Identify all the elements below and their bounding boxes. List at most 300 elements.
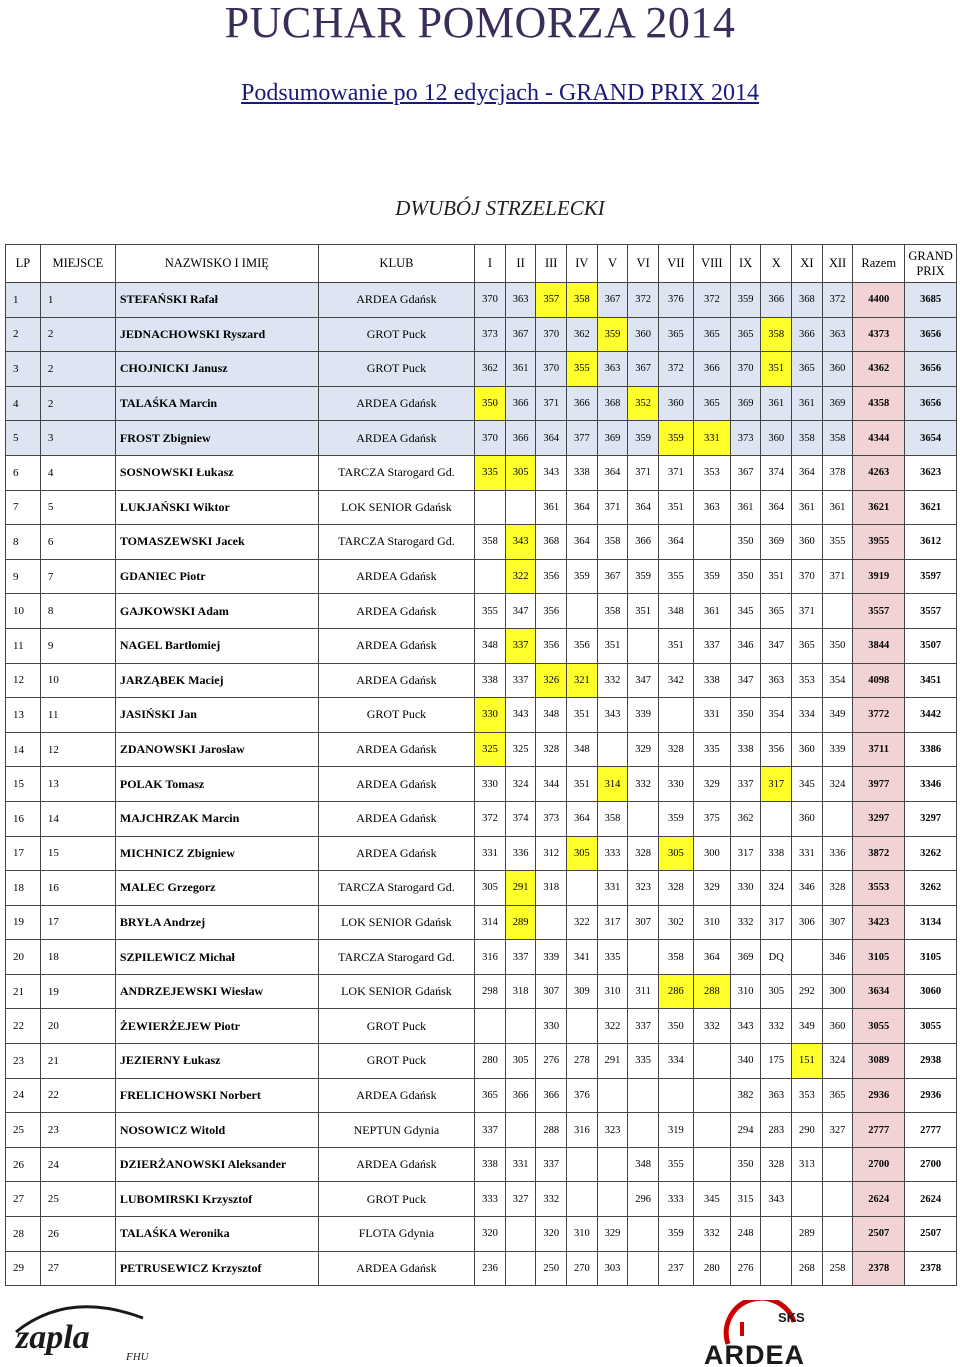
score-cell: 366 (693, 352, 730, 387)
total-cell: 2624 (853, 1182, 905, 1217)
name-cell: TALAŚKA Weronika (115, 1217, 318, 1252)
score-cell: 371 (597, 490, 628, 525)
grand-prix-cell: 2936 (905, 1078, 957, 1113)
score-cell (822, 1217, 853, 1252)
score-cell: 320 (536, 1217, 567, 1252)
score-cell: 364 (792, 455, 823, 490)
grand-prix-cell: 3055 (905, 1009, 957, 1044)
club-cell: TARCZA Starogard Gd. (318, 940, 474, 975)
table-row (6, 1182, 957, 1217)
lp-cell: 14 (6, 732, 41, 767)
score-cell: 367 (730, 455, 761, 490)
place-cell: 8 (40, 594, 115, 629)
score-cell (792, 1182, 823, 1217)
score-cell: 338 (730, 732, 761, 767)
score-cell: 338 (567, 455, 598, 490)
place-cell: 26 (40, 1217, 115, 1252)
total-cell: 4263 (853, 455, 905, 490)
score-cell: 364 (567, 490, 598, 525)
score-cell: 355 (658, 1147, 693, 1182)
score-cell: 369 (730, 386, 761, 421)
score-cell: 258 (822, 1251, 853, 1286)
score-cell (693, 525, 730, 560)
score-cell: 364 (597, 455, 628, 490)
score-cell: 276 (536, 1044, 567, 1079)
score-cell: 236 (475, 1251, 506, 1286)
score-cell (628, 628, 659, 663)
lp-cell: 22 (6, 1009, 41, 1044)
grand-prix-cell: 3060 (905, 974, 957, 1009)
score-cell (475, 1009, 506, 1044)
score-cell: 350 (730, 1147, 761, 1182)
score-cell (597, 1182, 628, 1217)
total-cell: 3105 (853, 940, 905, 975)
score-cell: 370 (475, 283, 506, 318)
score-cell: 351 (567, 767, 598, 802)
score-cell: 306 (792, 905, 823, 940)
score-cell: 351 (567, 698, 598, 733)
grand-prix-cell: 3105 (905, 940, 957, 975)
score-cell: 366 (505, 386, 536, 421)
score-cell: 328 (536, 732, 567, 767)
score-cell: 346 (822, 940, 853, 975)
name-cell: ZDANOWSKI Jarosław (115, 732, 318, 767)
total-cell: 2507 (853, 1217, 905, 1252)
score-cell: 370 (536, 352, 567, 387)
score-cell: 343 (730, 1009, 761, 1044)
club-cell: ARDEA Gdańsk (318, 628, 474, 663)
score-cell: 369 (822, 386, 853, 421)
score-cell: 323 (628, 871, 659, 906)
score-cell: 332 (693, 1217, 730, 1252)
score-cell: 361 (693, 594, 730, 629)
score-cell: 364 (628, 490, 659, 525)
score-cell: 363 (761, 1078, 792, 1113)
score-cell: 362 (475, 352, 506, 387)
score-cell: 358 (567, 283, 598, 318)
name-cell: MALEC Grzegorz (115, 871, 318, 906)
score-cell: 329 (693, 767, 730, 802)
table-row (6, 1113, 957, 1148)
score-cell: 332 (628, 767, 659, 802)
name-cell: JEZIERNY Łukasz (115, 1044, 318, 1079)
score-cell: 332 (730, 905, 761, 940)
score-cell: 300 (822, 974, 853, 1009)
total-cell: 3297 (853, 801, 905, 836)
score-cell: 359 (567, 559, 598, 594)
column-header: XII (822, 245, 853, 283)
score-cell: 359 (628, 421, 659, 456)
grand-prix-cell: 2624 (905, 1182, 957, 1217)
score-cell: 359 (658, 801, 693, 836)
score-cell: 327 (505, 1182, 536, 1217)
total-cell: 3089 (853, 1044, 905, 1079)
name-cell: NOSOWICZ Witold (115, 1113, 318, 1148)
score-cell: 333 (597, 836, 628, 871)
lp-cell: 26 (6, 1147, 41, 1182)
name-cell: FRELICHOWSKI Norbert (115, 1078, 318, 1113)
score-cell (822, 801, 853, 836)
name-cell: MAJCHRZAK Marcin (115, 801, 318, 836)
score-cell (597, 1078, 628, 1113)
score-cell: 363 (693, 490, 730, 525)
score-cell: 328 (761, 1147, 792, 1182)
score-cell: 280 (693, 1251, 730, 1286)
score-cell: 367 (628, 352, 659, 387)
total-cell: 4373 (853, 317, 905, 352)
column-header: X (761, 245, 792, 283)
score-cell: 363 (822, 317, 853, 352)
score-cell: 358 (597, 801, 628, 836)
score-cell: 360 (822, 1009, 853, 1044)
total-cell: 2700 (853, 1147, 905, 1182)
score-cell (505, 490, 536, 525)
score-cell: 327 (822, 1113, 853, 1148)
score-cell: 237 (658, 1251, 693, 1286)
name-cell: TALAŚKA Marcin (115, 386, 318, 421)
lp-cell: 3 (6, 352, 41, 387)
grand-prix-cell: 2777 (905, 1113, 957, 1148)
score-cell: 278 (567, 1044, 598, 1079)
column-header: IV (567, 245, 598, 283)
score-cell: 333 (475, 1182, 506, 1217)
table-row (6, 490, 957, 525)
column-header: GRAND PRIX (905, 245, 957, 283)
score-cell: 365 (475, 1078, 506, 1113)
table-row (6, 767, 957, 802)
score-cell: 372 (658, 352, 693, 387)
score-cell: 361 (505, 352, 536, 387)
score-cell: 332 (693, 1009, 730, 1044)
column-header: LP (6, 245, 41, 283)
column-header: XI (792, 245, 823, 283)
table-row (6, 352, 957, 387)
score-cell: 332 (597, 663, 628, 698)
name-cell: GDANIEC Piotr (115, 559, 318, 594)
score-cell: 358 (792, 421, 823, 456)
lp-cell: 18 (6, 871, 41, 906)
score-cell: 337 (730, 767, 761, 802)
score-cell: 312 (536, 836, 567, 871)
score-cell: 290 (792, 1113, 823, 1148)
score-cell: 369 (761, 525, 792, 560)
column-header: I (475, 245, 506, 283)
score-cell: 361 (792, 490, 823, 525)
club-cell: ARDEA Gdańsk (318, 1147, 474, 1182)
place-cell: 11 (40, 698, 115, 733)
score-cell (628, 1113, 659, 1148)
score-cell: 362 (567, 317, 598, 352)
score-cell: 268 (792, 1251, 823, 1286)
total-cell: 3553 (853, 871, 905, 906)
score-cell: 360 (628, 317, 659, 352)
score-cell: 367 (597, 283, 628, 318)
table-row (6, 386, 957, 421)
score-cell: 371 (536, 386, 567, 421)
table-row (6, 905, 957, 940)
score-cell: 314 (475, 905, 506, 940)
grand-prix-cell: 3656 (905, 386, 957, 421)
score-cell: 330 (658, 767, 693, 802)
lp-cell: 5 (6, 421, 41, 456)
score-cell: 283 (761, 1113, 792, 1148)
score-cell: 342 (658, 663, 693, 698)
table-row (6, 1078, 957, 1113)
score-cell: 366 (628, 525, 659, 560)
score-cell: 345 (730, 594, 761, 629)
score-cell: 351 (761, 352, 792, 387)
score-cell: 358 (761, 317, 792, 352)
grand-prix-cell: 3262 (905, 836, 957, 871)
score-cell: 364 (536, 421, 567, 456)
score-cell: 348 (628, 1147, 659, 1182)
score-cell: 359 (658, 421, 693, 456)
lp-cell: 12 (6, 663, 41, 698)
score-cell: 366 (505, 421, 536, 456)
score-cell: 358 (597, 525, 628, 560)
score-cell (505, 1009, 536, 1044)
place-cell: 19 (40, 974, 115, 1009)
score-cell: 288 (536, 1113, 567, 1148)
score-cell: 377 (567, 421, 598, 456)
table-row (6, 871, 957, 906)
place-cell: 20 (40, 1009, 115, 1044)
lp-cell: 11 (6, 628, 41, 663)
score-cell (505, 1113, 536, 1148)
grand-prix-cell: 3656 (905, 317, 957, 352)
score-cell: 349 (792, 1009, 823, 1044)
club-cell: LOK SENIOR Gdańsk (318, 974, 474, 1009)
lp-cell: 13 (6, 698, 41, 733)
score-cell: 340 (730, 1044, 761, 1079)
grand-prix-cell: 3507 (905, 628, 957, 663)
grand-prix-cell: 3623 (905, 455, 957, 490)
total-cell: 3955 (853, 525, 905, 560)
table-row (6, 940, 957, 975)
total-cell: 3772 (853, 698, 905, 733)
total-cell: 4098 (853, 663, 905, 698)
score-cell: 330 (475, 767, 506, 802)
score-cell: 291 (597, 1044, 628, 1079)
score-cell: 353 (792, 1078, 823, 1113)
score-cell: 324 (761, 871, 792, 906)
club-cell: ARDEA Gdańsk (318, 594, 474, 629)
score-cell: 331 (505, 1147, 536, 1182)
club-cell: GROT Puck (318, 317, 474, 352)
page-subtitle: Podsumowanie po 12 edycjach - GRAND PRIX 2014 (241, 80, 759, 106)
score-cell: 343 (597, 698, 628, 733)
score-cell: 361 (792, 386, 823, 421)
score-cell: 336 (822, 836, 853, 871)
score-cell: 350 (730, 698, 761, 733)
lp-cell: 21 (6, 974, 41, 1009)
score-cell (628, 1078, 659, 1113)
score-cell (761, 801, 792, 836)
score-cell: 359 (658, 1217, 693, 1252)
score-cell: 365 (792, 352, 823, 387)
score-cell: 360 (792, 801, 823, 836)
score-cell: 355 (658, 559, 693, 594)
score-cell: 358 (475, 525, 506, 560)
score-cell: 322 (505, 559, 536, 594)
score-cell: 357 (536, 283, 567, 318)
score-cell: 333 (658, 1182, 693, 1217)
score-cell: 311 (628, 974, 659, 1009)
place-cell: 2 (40, 352, 115, 387)
grand-prix-cell: 3612 (905, 525, 957, 560)
score-cell: 324 (822, 1044, 853, 1079)
score-cell: 347 (761, 628, 792, 663)
score-cell: 337 (505, 940, 536, 975)
score-cell: 361 (536, 490, 567, 525)
total-cell: 4400 (853, 283, 905, 318)
table-row (6, 421, 957, 456)
score-cell: 361 (761, 386, 792, 421)
ardea-logo-sks: SKS (778, 1310, 805, 1325)
name-cell: TOMASZEWSKI Jacek (115, 525, 318, 560)
score-cell: 305 (505, 1044, 536, 1079)
score-cell: 358 (658, 940, 693, 975)
place-cell: 24 (40, 1147, 115, 1182)
score-cell (822, 594, 853, 629)
place-cell: 23 (40, 1113, 115, 1148)
place-cell: 16 (40, 871, 115, 906)
total-cell: 4358 (853, 386, 905, 421)
score-cell: 373 (730, 421, 761, 456)
score-cell (761, 1217, 792, 1252)
score-cell: 314 (597, 767, 628, 802)
lp-cell: 8 (6, 525, 41, 560)
score-cell: 330 (730, 871, 761, 906)
name-cell: CHOJNICKI Janusz (115, 352, 318, 387)
score-cell: 372 (693, 283, 730, 318)
score-cell: 354 (761, 698, 792, 733)
score-cell: 310 (597, 974, 628, 1009)
score-cell: 329 (628, 732, 659, 767)
club-cell: TARCZA Starogard Gd. (318, 871, 474, 906)
lp-cell: 29 (6, 1251, 41, 1286)
total-cell: 3711 (853, 732, 905, 767)
total-cell: 2378 (853, 1251, 905, 1286)
club-cell: TARCZA Starogard Gd. (318, 525, 474, 560)
place-cell: 12 (40, 732, 115, 767)
score-cell: 361 (822, 490, 853, 525)
score-cell (505, 1251, 536, 1286)
score-cell: 286 (658, 974, 693, 1009)
table-row (6, 525, 957, 560)
score-cell: 338 (761, 836, 792, 871)
grand-prix-cell: 3451 (905, 663, 957, 698)
score-cell: 315 (730, 1182, 761, 1217)
score-cell: 335 (693, 732, 730, 767)
table-row (6, 1217, 957, 1252)
score-cell: 352 (628, 386, 659, 421)
grand-prix-cell: 3134 (905, 905, 957, 940)
total-cell: 3919 (853, 559, 905, 594)
score-cell (792, 940, 823, 975)
score-cell: 341 (567, 940, 598, 975)
score-cell: 339 (536, 940, 567, 975)
total-cell: 3634 (853, 974, 905, 1009)
score-cell: 322 (597, 1009, 628, 1044)
club-cell: GROT Puck (318, 1182, 474, 1217)
score-cell: 350 (822, 628, 853, 663)
place-cell: 3 (40, 421, 115, 456)
score-cell: 368 (536, 525, 567, 560)
total-cell: 3844 (853, 628, 905, 663)
lp-cell: 28 (6, 1217, 41, 1252)
score-cell: 320 (475, 1217, 506, 1252)
table-row (6, 663, 957, 698)
column-header: VI (628, 245, 659, 283)
column-header: NAZWISKO I IMIĘ (115, 245, 318, 283)
place-cell: 13 (40, 767, 115, 802)
score-cell: 317 (761, 767, 792, 802)
club-cell: ARDEA Gdańsk (318, 836, 474, 871)
score-cell: 351 (628, 594, 659, 629)
score-cell: 309 (567, 974, 598, 1009)
score-cell (567, 871, 598, 906)
name-cell: POLAK Tomasz (115, 767, 318, 802)
grand-prix-cell: 3297 (905, 801, 957, 836)
score-cell (693, 1078, 730, 1113)
club-cell: LOK SENIOR Gdańsk (318, 905, 474, 940)
score-cell (761, 1251, 792, 1286)
club-cell: ARDEA Gdańsk (318, 801, 474, 836)
score-cell: 365 (693, 317, 730, 352)
score-cell: 324 (505, 767, 536, 802)
score-cell: 354 (822, 663, 853, 698)
club-cell: ARDEA Gdańsk (318, 386, 474, 421)
score-cell: 338 (475, 663, 506, 698)
lp-cell: 23 (6, 1044, 41, 1079)
table-row (6, 974, 957, 1009)
lp-cell: 2 (6, 317, 41, 352)
place-cell: 27 (40, 1251, 115, 1286)
club-cell: GROT Puck (318, 698, 474, 733)
place-cell: 21 (40, 1044, 115, 1079)
name-cell: PETRUSEWICZ Krzysztof (115, 1251, 318, 1286)
score-cell: 337 (505, 663, 536, 698)
score-cell: 371 (822, 559, 853, 594)
table-row (6, 455, 957, 490)
score-cell: 374 (761, 455, 792, 490)
score-cell (693, 1044, 730, 1079)
total-cell: 2936 (853, 1078, 905, 1113)
grand-prix-cell: 3262 (905, 871, 957, 906)
score-cell: 356 (536, 594, 567, 629)
score-cell: 332 (536, 1182, 567, 1217)
grand-prix-cell: 3621 (905, 490, 957, 525)
score-cell: 347 (505, 594, 536, 629)
club-cell: FLOTA Gdynia (318, 1217, 474, 1252)
score-cell: 351 (658, 628, 693, 663)
score-cell: 331 (693, 421, 730, 456)
name-cell: SOSNOWSKI Łukasz (115, 455, 318, 490)
score-cell: 371 (658, 455, 693, 490)
score-cell: 317 (597, 905, 628, 940)
score-cell: 346 (730, 628, 761, 663)
score-cell: 364 (567, 525, 598, 560)
score-cell: 335 (475, 455, 506, 490)
score-cell: 349 (822, 698, 853, 733)
table-row (6, 1251, 957, 1286)
score-cell: 337 (628, 1009, 659, 1044)
table-row (6, 732, 957, 767)
score-cell: 362 (730, 801, 761, 836)
page-title: PUCHAR POMORZA 2014 (224, 0, 736, 47)
lp-cell: 7 (6, 490, 41, 525)
